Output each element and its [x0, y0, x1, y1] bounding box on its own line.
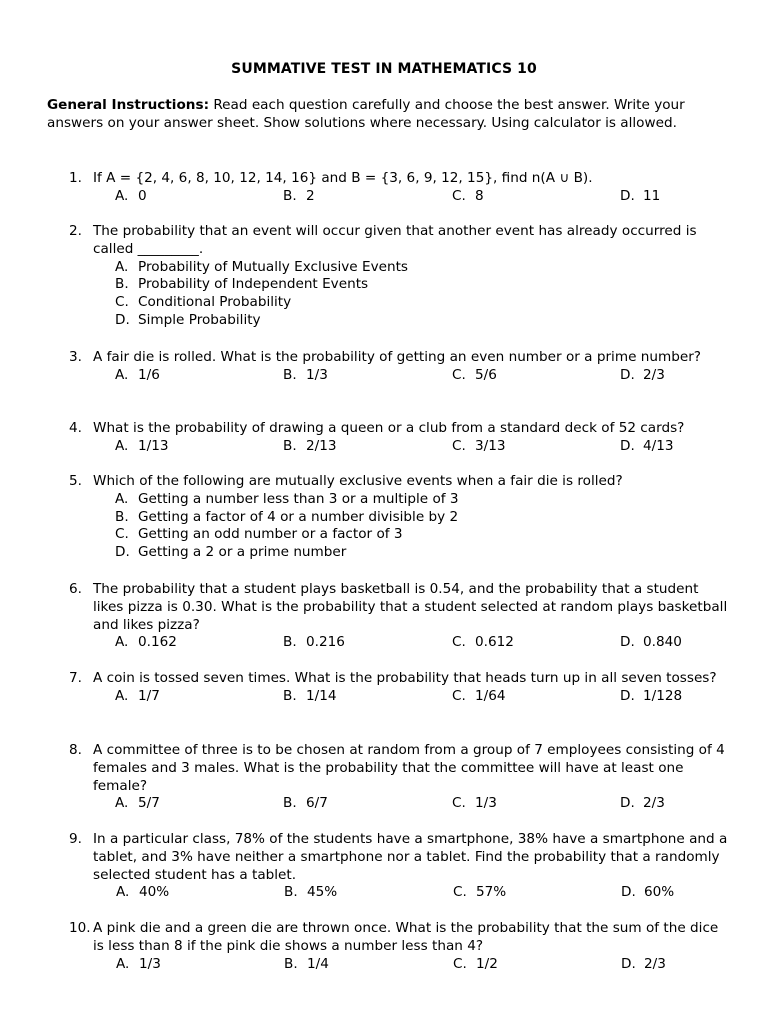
option-letter: B. [284, 955, 298, 972]
option-a [115, 438, 169, 456]
option-c [452, 688, 506, 706]
option-text: 2/3 [643, 366, 665, 383]
options-row [69, 438, 729, 456]
options-row [69, 634, 729, 652]
option-letter: D. [620, 795, 635, 812]
option-text: 6/7 [306, 795, 328, 812]
option-c [452, 634, 514, 652]
question-8 [69, 742, 729, 813]
option-b [283, 367, 328, 385]
option-b [283, 188, 315, 206]
option-letter: A. [115, 366, 129, 383]
option-text: 1/3 [139, 955, 161, 972]
question-number: 4. [69, 420, 82, 436]
option-d [115, 544, 729, 562]
option-d [620, 634, 682, 652]
option-text: 2/13 [306, 437, 337, 454]
option-a [115, 795, 160, 813]
option-d [621, 884, 674, 902]
option-text: 1/2 [476, 955, 498, 972]
options-list [69, 491, 729, 562]
option-letter: D. [621, 955, 636, 972]
option-text: 45% [307, 884, 338, 901]
question-text: If A = {2, 4, 6, 8, 10, 12, 14, 16} and B = {3, 6, 9, 12, 15}, find n(A ∪ B). [93, 170, 593, 186]
option-text: 8 [475, 187, 484, 204]
question-number: 1. [69, 170, 82, 186]
option-letter: C. [452, 437, 466, 454]
options-list [69, 259, 729, 330]
option-text: 2 [306, 187, 315, 204]
option-text: 4/13 [643, 437, 674, 454]
option-b [284, 956, 329, 974]
option-a [115, 634, 177, 652]
question-1 [69, 170, 729, 206]
question-number: 7. [69, 670, 82, 686]
option-a [116, 956, 161, 974]
option-text: 2/3 [644, 955, 666, 972]
question-text: The probability that an event will occur given that another event has already occurred is called _________. [93, 223, 697, 257]
option-text: Getting an odd number or a factor of 3 [138, 526, 403, 543]
option-d [620, 795, 665, 813]
question-number: 6. [69, 581, 82, 597]
option-c [452, 188, 484, 206]
option-b [115, 509, 729, 527]
option-letter: C. [115, 294, 129, 311]
option-c [453, 884, 506, 902]
option-letter: C. [115, 526, 129, 543]
question-text: In a particular class, 78% of the students have a smartphone, 38% have a smartphone and a tablet, and 3% have neither a smartphone nor a tablet. Find the probability that a randomly selected student has a tablet. [93, 831, 728, 883]
option-a [115, 259, 729, 277]
question-text: The probability that a student plays basketball is 0.54, and the probability that a student likes pizza is 0.30. What is the probability that a student selected at random plays basketball and likes pizza? [93, 581, 728, 633]
option-text: 1/6 [138, 366, 160, 383]
option-c [452, 438, 506, 456]
option-text: 1/3 [306, 366, 328, 383]
option-letter: D. [620, 634, 635, 651]
question-text: A pink die and a green die are thrown once. What is the probability that the sum of the dice is less than 8 if the pink die shows a number less than 4? [93, 920, 719, 954]
option-letter: B. [283, 187, 297, 204]
option-d [620, 188, 660, 206]
option-d [620, 688, 682, 706]
question-text: A fair die is rolled. What is the probability of getting an even number or a prime number? [93, 349, 702, 365]
option-letter: B. [284, 884, 298, 901]
option-text: Probability of Independent Events [138, 276, 369, 293]
option-a [115, 491, 729, 509]
option-text: 0.162 [138, 634, 177, 651]
option-c [115, 294, 729, 312]
option-c [452, 795, 497, 813]
option-text: 1/64 [475, 687, 506, 704]
option-letter: C. [452, 187, 466, 204]
option-c [453, 956, 498, 974]
option-text: Getting a factor of 4 or a number divisible by 2 [138, 508, 459, 525]
option-text: 1/13 [138, 437, 169, 454]
option-letter: A. [115, 687, 129, 704]
question-number: 10. [69, 920, 91, 936]
question-text: What is the probability of drawing a queen or a club from a standard deck of 52 cards? [93, 420, 685, 436]
option-letter: C. [452, 795, 466, 812]
option-letter: D. [620, 687, 635, 704]
option-text: Getting a number less than 3 or a multiple of 3 [138, 490, 459, 507]
question-2 [69, 223, 729, 330]
question-number: 8. [69, 742, 82, 758]
option-letter: B. [283, 687, 297, 704]
question-number: 3. [69, 349, 82, 365]
options-row [69, 795, 729, 813]
option-text: 40% [139, 884, 170, 901]
question-9 [69, 831, 729, 902]
option-letter: A. [116, 884, 130, 901]
option-text: 0.840 [643, 634, 682, 651]
question-10 [69, 920, 729, 973]
options-row [69, 688, 729, 706]
options-row [69, 188, 729, 206]
option-text: 1/4 [307, 955, 329, 972]
option-text: 0.216 [306, 634, 345, 651]
option-text: Simple Probability [138, 311, 261, 328]
option-text: 3/13 [475, 437, 506, 454]
option-text: Probability of Mutually Exclusive Events [138, 258, 409, 275]
option-d [620, 438, 674, 456]
option-text: 60% [644, 884, 675, 901]
option-b [283, 688, 337, 706]
option-c [452, 367, 497, 385]
option-d [115, 312, 729, 330]
option-letter: A. [116, 955, 130, 972]
option-text: 1/7 [138, 687, 160, 704]
option-letter: B. [283, 437, 297, 454]
options-row [69, 367, 729, 385]
option-c [115, 526, 729, 544]
option-letter: D. [115, 311, 130, 328]
option-a [115, 367, 160, 385]
option-letter: A. [115, 437, 129, 454]
option-text: Getting a 2 or a prime number [138, 544, 347, 561]
option-letter: B. [283, 366, 297, 383]
option-letter: A. [115, 187, 129, 204]
option-text: 57% [476, 884, 507, 901]
option-text: 0 [138, 187, 147, 204]
page-title: SUMMATIVE TEST IN MATHEMATICS 10 [231, 61, 537, 77]
option-letter: D. [620, 437, 635, 454]
question-text: A committee of three is to be chosen at random from a group of 7 employees consisting of 4 females and 3 males. What is the probability that the committee will have at least one female? [93, 742, 725, 794]
question-5 [69, 473, 729, 562]
option-letter: C. [453, 955, 467, 972]
option-b [283, 795, 328, 813]
option-a [115, 688, 160, 706]
question-number: 5. [69, 473, 82, 489]
option-text: 1/14 [306, 687, 337, 704]
question-number: 2. [69, 223, 82, 239]
option-letter: A. [115, 490, 129, 507]
option-letter: B. [283, 634, 297, 651]
option-letter: B. [115, 276, 129, 293]
option-letter: C. [452, 687, 466, 704]
options-row [69, 884, 729, 902]
option-text: 5/6 [475, 366, 497, 383]
question-3 [69, 349, 729, 385]
instructions-text: Read each question carefully and choose the best answer. Write your answers on your answer sheet. Show solutions where necessary. Using calculator is allowed. [47, 97, 685, 131]
question-text: Which of the following are mutually exclusive events when a fair die is rolled? [93, 473, 623, 489]
option-text: 0.612 [475, 634, 514, 651]
option-letter: A. [115, 258, 129, 275]
question-text: A coin is tossed seven times. What is the probability that heads turn up in all seven tosses? [93, 670, 717, 686]
option-letter: B. [283, 795, 297, 812]
option-text: 1/128 [643, 687, 683, 704]
option-d [620, 367, 665, 385]
option-letter: A. [115, 795, 129, 812]
instructions-label: General Instructions: [47, 97, 210, 113]
options-row [69, 956, 729, 974]
option-text: 1/3 [475, 795, 497, 812]
option-letter: C. [453, 884, 467, 901]
option-letter: C. [452, 634, 466, 651]
question-6 [69, 581, 729, 652]
option-letter: C. [452, 366, 466, 383]
option-letter: D. [621, 884, 636, 901]
question-7 [69, 670, 729, 706]
option-a [115, 188, 147, 206]
option-text: 11 [643, 187, 661, 204]
option-letter: D. [115, 544, 130, 561]
option-letter: A. [115, 634, 129, 651]
general-instructions [47, 97, 737, 133]
option-b [115, 276, 729, 294]
option-b [284, 884, 337, 902]
question-number: 9. [69, 831, 82, 847]
option-d [621, 956, 666, 974]
option-b [283, 634, 345, 652]
option-text: 5/7 [138, 795, 160, 812]
option-letter: D. [620, 366, 635, 383]
question-4 [69, 420, 729, 456]
option-b [283, 438, 337, 456]
option-text: 2/3 [643, 795, 665, 812]
option-a [116, 884, 169, 902]
option-letter: B. [115, 508, 129, 525]
option-letter: D. [620, 187, 635, 204]
option-text: Conditional Probability [138, 294, 292, 311]
